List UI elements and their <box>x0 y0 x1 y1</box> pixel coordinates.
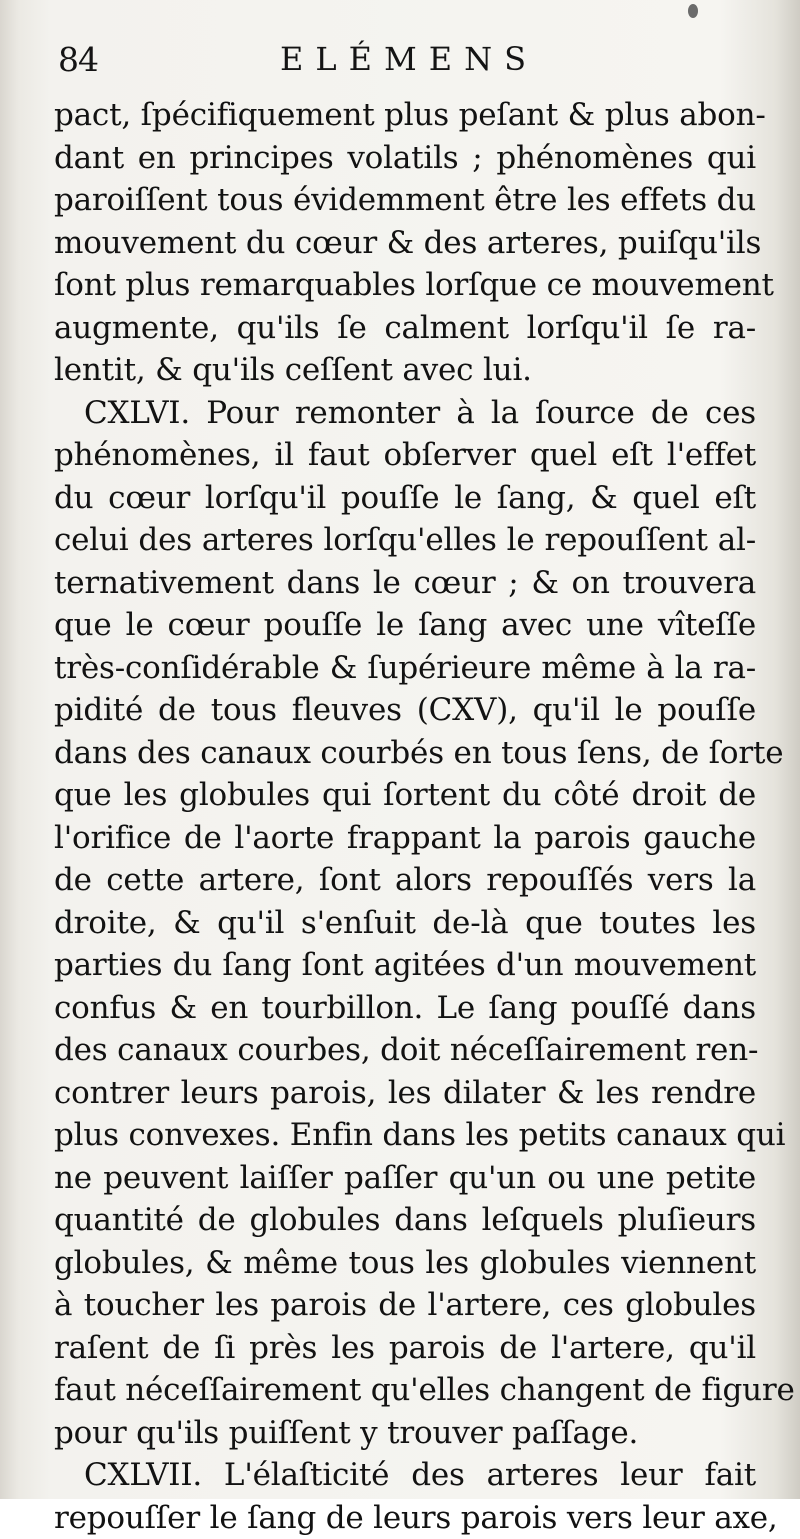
text-line: repouſſer le ſang de leurs parois vers leur axe, <box>54 1497 756 1539</box>
text-line: pour qu'ils puiſſent y trouver paſſage. <box>54 1412 756 1455</box>
page-header <box>58 40 758 92</box>
text-line: CXLVI. Pour remonter à la ſource de ces <box>54 392 756 435</box>
text-line: à toucher les parois de l'artere, ces globules <box>54 1284 756 1327</box>
text-line: que les globules qui ſortent du côté droit de <box>54 774 756 817</box>
text-line: pidité de tous fleuves (CXV), qu'il le pouſſe <box>54 689 756 732</box>
text-line: CXLVII. L'élaſticité des arteres leur fait <box>54 1454 756 1497</box>
text-line: augmente, qu'ils ſe calment lorſqu'il ſe ra- <box>54 307 756 350</box>
text-line: du cœur lorſqu'il pouſſe le ſang, & quel eſt <box>54 477 756 520</box>
ink-stain <box>688 4 698 18</box>
text-line: ſont plus remarquables lorſque ce mouvement <box>54 264 756 307</box>
text-line: mouvement du cœur & des arteres, puiſqu'ils <box>54 222 756 265</box>
text-line: très-conſidérable & ſupérieure même à la ra- <box>54 647 756 690</box>
body-text <box>54 94 756 1539</box>
text-line: raſent de ſi près les parois de l'artere, qu'il <box>54 1327 756 1370</box>
text-line: ternativement dans le cœur ; & on trouvera <box>54 562 756 605</box>
text-line: globules, & même tous les globules viennent <box>54 1242 756 1285</box>
text-line: phénomènes, il faut obſerver quel eſt l'effet <box>54 434 756 477</box>
text-line: que le cœur pouſſe le ſang avec une vîteſſe <box>54 604 756 647</box>
text-line: dant en principes volatils ; phénomènes qui <box>54 137 756 180</box>
text-line: de cette artere, ſont alors repouſſés vers la <box>54 859 756 902</box>
text-line: ne peuvent laiſſer paſſer qu'un ou une petite <box>54 1157 756 1200</box>
text-line: l'orifice de l'aorte frappant la parois gauche <box>54 817 756 860</box>
text-line: droite, & qu'il s'enſuit de-là que toutes les <box>54 902 756 945</box>
page-number: 84 <box>58 40 98 79</box>
text-line: quantité de globules dans leſquels pluſieurs <box>54 1199 756 1242</box>
text-line: plus convexes. Enfin dans les petits canaux qui <box>54 1114 756 1157</box>
text-line: celui des arteres lorſqu'elles le repouſſent al- <box>54 519 756 562</box>
text-line: lentit, & qu'ils ceſſent avec lui. <box>54 349 756 392</box>
running-title: ELÉMENS <box>280 40 538 78</box>
text-line: dans des canaux courbés en tous ſens, de ſorte <box>54 732 756 775</box>
text-line: parties du ſang ſont agitées d'un mouvement <box>54 944 756 987</box>
text-line: faut néceſſairement qu'elles changent de figure <box>54 1369 756 1412</box>
text-line: pact, ſpécifiquement plus peſant & plus abon- <box>54 94 756 137</box>
text-line: paroiſſent tous évidemment être les effets du <box>54 179 756 222</box>
text-line: des canaux courbes, doit néceſſairement ren- <box>54 1029 756 1072</box>
text-line: confus & en tourbillon. Le ſang pouſſé dans <box>54 987 756 1030</box>
text-line: contrer leurs parois, les dilater & les rendre <box>54 1072 756 1115</box>
